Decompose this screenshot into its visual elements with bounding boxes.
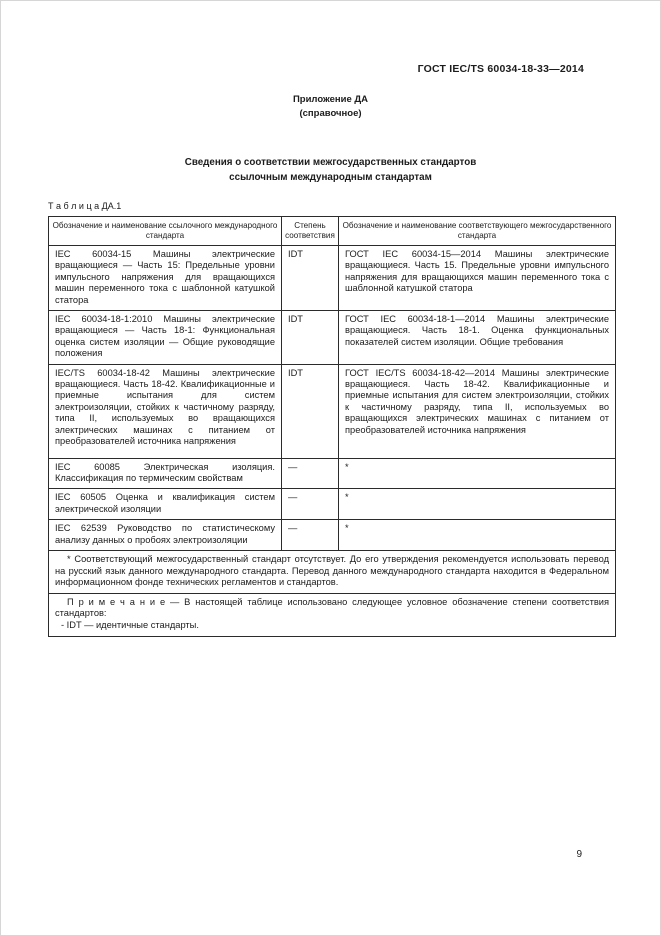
note-cell: [49, 593, 616, 636]
table-row: [49, 520, 616, 551]
footnote-row: [49, 551, 616, 594]
cell-degree: IDT: [282, 364, 339, 458]
note-row: [49, 593, 616, 636]
note-item: - IDT — идентичные стандарты.: [61, 620, 199, 631]
cell-reference: IEC 60505 Оценка и квалификация систем электрической изоляции: [49, 489, 282, 520]
header-cell-reference-standard: Обозначение и наименование ссылочного международного стандарта: [49, 217, 282, 246]
cell-match: *: [339, 489, 616, 520]
cell-degree: IDT: [282, 311, 339, 365]
cell-reference: IEC 62539 Руководство по статистическому анализу данных о пробоях электроизоляции: [49, 520, 282, 551]
cell-match: ГОСТ IEC 60034-15—2014 Машины электрические вращающиеся. Часть 15. Предельные уровни импульсного напряжения для вращающихся машин переменного тока с шаблонной катушкой статора: [339, 246, 616, 311]
annex-title: Приложение ДА: [292, 94, 369, 105]
cell-degree: IDT: [282, 246, 339, 311]
header-cell-degree: Степень соответствия: [282, 217, 339, 246]
table-row: [49, 489, 616, 520]
cell-degree: —: [282, 520, 339, 551]
doc-number: ГОСТ IEC/TS 60034-18-33—2014: [417, 63, 584, 75]
doc-title: [1, 156, 660, 185]
correspondence-table: [48, 216, 616, 637]
cell-reference: IEC/TS 60034-18-42 Машины электрические вращающиеся. Часть 18-42. Квалификационные и приемные испытания для систем электроизоляции, стойких к частичному разряду, типа II, используемых во вращающихся электрических машинах с питанием от преобразователей источника напряжения: [49, 364, 282, 458]
cell-degree: —: [282, 489, 339, 520]
cell-match: ГОСТ IEC/TS 60034-18-42—2014 Машины электрические вращающиеся. Часть 18-42. Квалификационные и приемные испытания для систем электроизоляции, стойких к частичному разряду, типа II, используемых во вращающихся электрических машинах с питанием от преобразователей источника напряжения: [339, 364, 616, 458]
footnote-cell: [49, 551, 616, 594]
table-row: [49, 311, 616, 365]
annex-subtitle: (справочное): [299, 108, 362, 119]
page-number: 9: [576, 849, 582, 860]
table-row: [49, 246, 616, 311]
table-row: [49, 458, 616, 489]
doc-title-line1: Сведения о соответствии межгосударственных стандартов: [184, 157, 477, 168]
cell-match: *: [339, 520, 616, 551]
annex-block: [1, 93, 660, 121]
table-row: [49, 364, 616, 458]
header-cell-matching-standard: Обозначение и наименование соответствующего межгосударственного стандарта: [339, 217, 616, 246]
doc-title-line2: ссылочным международным стандартам: [229, 171, 432, 183]
table-caption: Т а б л и ц а ДА.1: [48, 201, 122, 211]
cell-match: ГОСТ IEC 60034-18-1—2014 Машины электрические вращающиеся. Часть 18-1. Оценка функциональных показателей систем изоляции. Общие требования: [339, 311, 616, 365]
correspondence-table-wrap: [48, 216, 615, 637]
cell-match: *: [339, 458, 616, 489]
cell-reference: IEC 60085 Электрическая изоляция. Классификация по термическим свойствам: [49, 458, 282, 489]
cell-reference: IEC 60034-18-1:2010 Машины электрические вращающиеся — Часть 18-1: Функциональная оценка систем изоляции — Общие руководящие положения: [49, 311, 282, 365]
note-text: П р и м е ч а н и е — В настоящей таблице использовано следующее условное обозначение степени соответствия стандартов:: [55, 596, 609, 619]
cell-degree: —: [282, 458, 339, 489]
footnote-text: * Соответствующий межгосударственный стандарт отсутствует. До его утверждения рекомендуется использовать перевод на русский язык данного международного стандарта. Перевод данного международного стандарта находится в Федеральном информационном фонде технических регламентов и стандартов.: [55, 554, 609, 588]
table-header-row: [49, 217, 616, 246]
cell-reference: IEC 60034-15 Машины электрические вращающиеся — Часть 15: Предельные уровни импульсного напряжения для вращающихся машин переменного тока с шаблонной катушкой статора: [49, 246, 282, 311]
